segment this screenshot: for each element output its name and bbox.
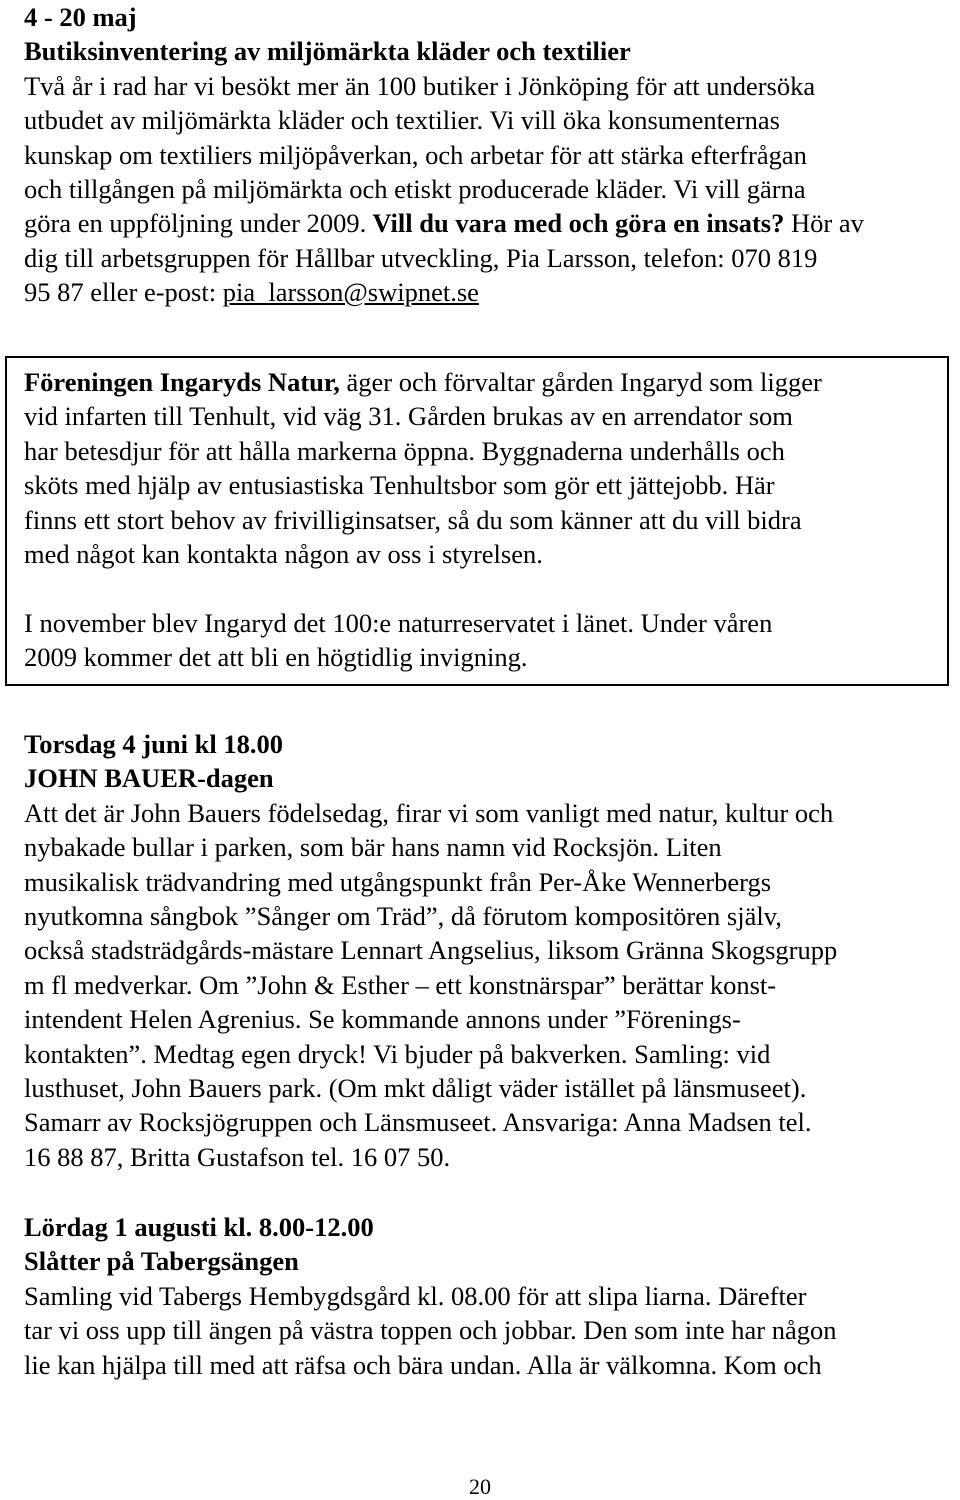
body-line: lie kan hjälpa till med att räfsa och bära undan. Alla är välkomna. Kom och <box>24 1349 822 1380</box>
body-line <box>24 206 944 240</box>
info-box-ingaryd <box>24 365 944 675</box>
body-line: tar vi oss upp till ängen på västra toppen och jobbar. Den som inte har någon <box>24 1315 837 1346</box>
body-line: I november blev Ingaryd det 100:e naturreservatet i länet. Under våren <box>24 607 773 638</box>
body-text: 95 87 eller e-post: <box>24 277 223 308</box>
body-line: Samarr av Rocksjögruppen och Länsmuseet. Ansvariga: Anna Madsen tel. <box>24 1107 812 1138</box>
event-slatter <box>24 1210 944 1382</box>
body-line: sköts med hjälp av entusiastiska Tenhultsbor som gör ett jättejobb. Här <box>24 470 775 501</box>
page-number: 20 <box>469 1474 491 1499</box>
call-to-action: Vill du vara med och göra en insats? <box>366 208 785 239</box>
body-text: göra en uppföljning under 2009. <box>24 208 367 239</box>
event-date: Lördag 1 augusti kl. 8.00-12.00 <box>24 1212 374 1242</box>
body-line: nyutkomna sångbok ”Sånger om Träd”, då förutom kompositören själv, <box>24 900 782 931</box>
body-line: Att det är John Bauers födelsedag, firar vi som vanligt med natur, kultur och <box>24 797 834 828</box>
body-line: kontakten”. Medtag egen dryck! Vi bjuder på bakverken. Samling: vid <box>24 1038 771 1069</box>
event-john-bauer <box>24 727 944 1174</box>
event-date: Torsdag 4 juni kl 18.00 <box>24 729 283 759</box>
body-line: och tillgången på miljömärkta och etiskt producerade kläder. Vi vill gärna <box>24 173 806 204</box>
body-text: äger och förvaltar gården Ingaryd som ligger <box>339 367 822 397</box>
body-line: nybakade bullar i parken, som bär hans namn vid Rocksjön. Liten <box>24 832 722 863</box>
event-butiksinventering <box>24 0 944 310</box>
body-line: 2009 kommer det att bli en högtidlig invigning. <box>24 642 528 673</box>
event-heading: JOHN BAUER-dagen <box>24 763 274 794</box>
body-line: dig till arbetsgruppen för Hållbar utveckling, Pia Larsson, telefon: 070 819 <box>24 242 818 273</box>
body-line: musikalisk trädvandring med utgångspunkt från Per-Åke Wennerbergs <box>24 866 772 897</box>
body-line: m fl medverkar. Om ”John & Esther – ett konstnärspar” berättar konst- <box>24 969 777 1000</box>
body-line <box>24 365 944 399</box>
event-date: 4 - 20 maj <box>24 2 137 32</box>
event-heading: Slåtter på Tabergsängen <box>24 1246 299 1277</box>
body-line: 16 88 87, Britta Gustafson tel. 16 07 50. <box>24 1141 451 1172</box>
body-line: Samling vid Tabergs Hembygdsgård kl. 08.00 för att slipa liarna. Därefter <box>24 1280 807 1311</box>
body-text: Hör av <box>784 208 864 239</box>
body-line: Två år i rad har vi besökt mer än 100 butiker i Jönköping för att undersöka <box>24 70 816 101</box>
body-line: intendent Helen Agrenius. Se kommande annons under ”Förenings- <box>24 1004 741 1035</box>
body-line <box>24 275 944 309</box>
body-line: också stadsträdgårds-mästare Lennart Angselius, liksom Gränna Skogsgrupp <box>24 935 838 966</box>
body-line: har betesdjur för att hålla markerna öppna. Byggnaderna underhålls och <box>24 435 785 466</box>
org-name: Föreningen Ingaryds Natur, <box>24 367 340 397</box>
event-heading: Butiksinventering av miljömärkta kläder och textilier <box>24 36 631 67</box>
body-line: med något kan kontakta någon av oss i styrelsen. <box>24 538 543 569</box>
body-line: kunskap om textiliers miljöpåverkan, och arbetar för att stärka efterfrågan <box>24 139 807 170</box>
blank-line <box>24 571 944 605</box>
body-line: vid infarten till Tenhult, vid väg 31. Gården brukas av en arrendator som <box>24 401 793 432</box>
body-line: lusthuset, John Bauers park. (Om mkt dåligt väder istället på länsmuseet). <box>24 1072 807 1103</box>
email-link[interactable]: pia_larsson@swipnet.se <box>222 277 479 308</box>
body-line: finns ett stort behov av frivilliginsatser, så du som känner att du vill bidra <box>24 504 802 535</box>
body-line: utbudet av miljömärkta kläder och textilier. Vi vill öka konsumenternas <box>24 105 780 136</box>
